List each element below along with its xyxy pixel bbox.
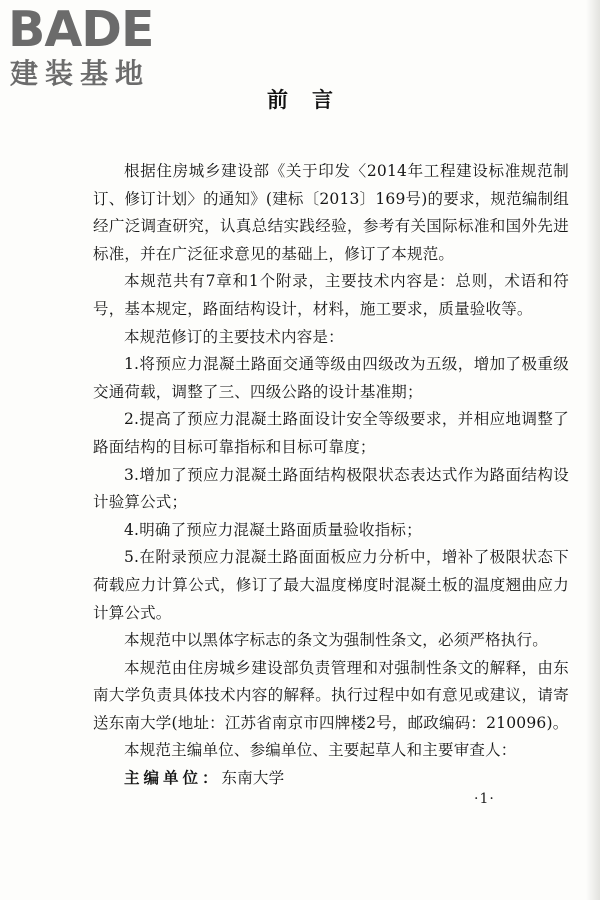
- page-title: 前言: [267, 88, 357, 112]
- revision-item-1: 1.将预应力混凝土路面交通等级由四级改为五级，增加了极重级交通荷载，调整了三、四级公路的设计基准期；: [93, 355, 569, 401]
- paragraph-units-intro: 本规范主编单位、参编单位、主要起草人和主要审查人：: [124, 741, 517, 760]
- paragraph-mandatory-clauses: 本规范中以黑体字标志的条文为强制性条文，必须严格执行。: [124, 631, 548, 650]
- revision-item-5: 5.在附录预应力混凝土路面面板应力分析中，增补了极限状态下荷载应力计算公式，修订了最大温度梯度时混凝土板的温度翘曲应力计算公式。: [93, 548, 569, 622]
- paragraph-background: 根据住房城乡建设部《关于印发〈2014年工程建设标准规范制订、修订计划〉的通知》(建标〔2013〕169号)的要求，规范编制组经广泛调查研究，认真总结实践经验，参考有关国际标准和国外先进标准，并在广泛征求意见的基础上，修订了本规范。: [93, 162, 569, 263]
- revision-item-3: 3.增加了预应力混凝土路面结构极限状态表达式作为路面结构设计验算公式；: [93, 465, 569, 512]
- editor-unit-label: 主编单位：: [124, 769, 222, 788]
- page-number: ·1·: [474, 791, 495, 807]
- bade-logo: [8, 1, 184, 96]
- preface-body: [93, 158, 569, 793]
- logo-chinese-name: 建装基地: [10, 57, 151, 90]
- page-spine-shadow: [586, 0, 600, 900]
- paragraph-contents: 本规范共有7章和1个附录，主要技术内容是：总则，术语和符号，基本规定，路面结构设计，材料，施工要求，质量验收等。: [93, 272, 569, 318]
- paragraph-management: 本规范由住房城乡建设部负责管理和对强制性条文的解释，由东南大学负责具体技术内容的解释。执行过程中如有意见或建议，请寄送东南大学(地址：江苏省南京市四牌楼2号，邮政编码：210096)。: [93, 658, 569, 732]
- revision-item-4: 4.明确了预应力混凝土路面质量验收指标；: [124, 520, 422, 539]
- logo-wordmark: BADE: [8, 1, 154, 58]
- editor-unit-line: [93, 765, 569, 793]
- editor-unit-value: 东南大学: [221, 769, 285, 788]
- revision-item-2: 2.提高了预应力混凝土路面设计安全等级要求，并相应地调整了路面结构的目标可靠指标和目标可靠度；: [93, 410, 569, 456]
- paragraph-revision-intro: 本规范修订的主要技术内容是：: [124, 327, 344, 346]
